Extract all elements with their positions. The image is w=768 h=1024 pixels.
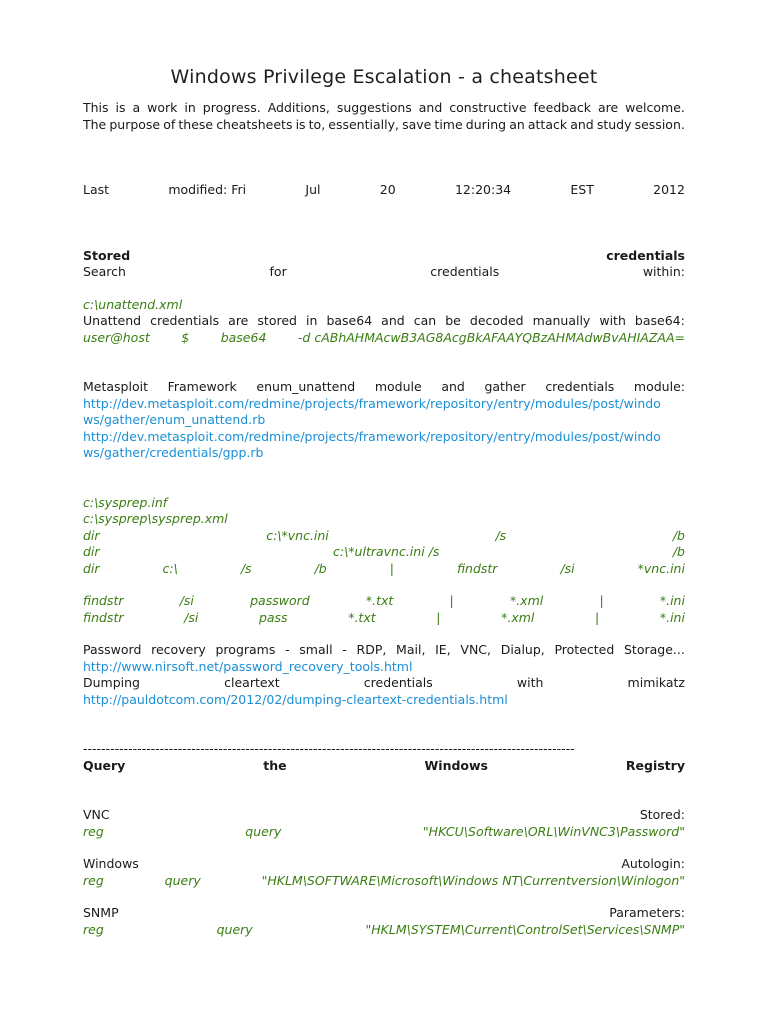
sysprep-xml-path (83, 511, 685, 528)
word: session. (634, 116, 685, 132)
word: | (599, 593, 604, 608)
word: SNMP (83, 905, 119, 920)
word: /b (672, 544, 685, 559)
gpp-link-text-1[interactable]: http://dev.metasploit.com/redmine/projects/framework/repository/entry/modules/post/windo (83, 428, 661, 444)
word: | (449, 593, 454, 608)
section-divider: ------------------------------------------------------------------------------------------------------------- (83, 741, 575, 756)
word: module (374, 379, 422, 394)
word: EST (570, 182, 594, 197)
word: pass (258, 609, 288, 625)
word: small (299, 642, 333, 657)
word: Metasploit (83, 379, 148, 394)
word: *.ini (659, 593, 685, 608)
word: can (413, 313, 437, 328)
word: *.txt (365, 593, 394, 608)
word: are (228, 313, 249, 328)
word: *.xml (501, 609, 535, 625)
word: c:\*ultravnc.ini /s (333, 544, 440, 559)
word: attack (527, 116, 568, 132)
word: Windows (83, 856, 139, 871)
word: /si (184, 609, 199, 625)
word: /si (179, 593, 194, 608)
word: gather (484, 379, 526, 394)
enum-unattend-link-text-2[interactable]: ws/gather/enum_unattend.rb (83, 412, 266, 427)
word: manually (532, 313, 591, 328)
word: a (132, 100, 141, 115)
word: IE, (435, 642, 451, 657)
word: Stored: (639, 807, 685, 822)
word: reg (83, 921, 104, 937)
word: these (178, 116, 214, 132)
registry-heading (83, 758, 685, 775)
autologin-reg-command (83, 873, 685, 890)
pauldotcom-link-text[interactable]: http://pauldotcom.com/2012/02/dumping-cleartext-credentials.html (83, 691, 508, 707)
word: query (164, 872, 201, 888)
intro-line-2 (83, 117, 685, 134)
word: RDP, (356, 642, 387, 657)
word: -d cABhAHMAcwB3AG8AcgBkAFAAYQBzAHMAdwBvAHIAZAA= (297, 329, 685, 345)
word: base64: (634, 313, 685, 328)
document-page (83, 66, 685, 938)
word: cheatsheets (216, 116, 293, 132)
word: is (115, 100, 126, 115)
word: Query (83, 757, 126, 773)
enum-unattend-link-2[interactable] (83, 412, 685, 429)
word: query (245, 823, 282, 839)
word: VNC (83, 807, 110, 822)
word: findstr (83, 593, 124, 608)
word: with (516, 675, 544, 690)
word: findstr (83, 609, 124, 625)
nirsoft-link-text[interactable]: http://www.nirsoft.net/password_recovery_tools.html (83, 658, 413, 674)
mimikatz-line (83, 675, 685, 692)
word: "HKLM\SOFTWARE\Microsoft\Windows NT\Currentversion\Winlogon" (261, 872, 685, 888)
word: for (269, 264, 287, 279)
sysprep-inf-text: c:\sysprep.inf (83, 494, 168, 510)
word: of (163, 116, 176, 132)
word: credentials (363, 675, 433, 690)
word: to, (308, 116, 326, 132)
word: base64 (326, 313, 373, 328)
word: Search (83, 264, 126, 279)
sysprep-inf-path (83, 495, 685, 512)
word: and (441, 379, 465, 394)
word: c:\*vnc.ini (266, 527, 329, 543)
findstr-pass-command (83, 610, 685, 627)
word: essentially, (328, 116, 399, 132)
word: c:\ (162, 560, 178, 576)
word: *.xml (509, 593, 544, 608)
word: with (599, 313, 626, 328)
word: The (83, 116, 107, 132)
word: dir (83, 560, 100, 576)
word: password (250, 593, 310, 608)
stored-credentials-heading (83, 248, 685, 265)
intro-line-1 (83, 100, 685, 117)
word: decoded (469, 313, 524, 328)
unattend-path-text: c:\unattend.xml (83, 296, 183, 312)
word: Stored (83, 247, 131, 263)
word: Autologin: (621, 856, 685, 871)
base64-command (83, 330, 685, 347)
word: mimikatz (627, 675, 685, 690)
word: *.ini (659, 609, 685, 625)
word: are (597, 100, 619, 115)
gpp-link-2[interactable] (83, 445, 685, 462)
word: findstr (456, 560, 498, 576)
word: Last (83, 182, 110, 197)
word: save (402, 116, 432, 132)
word: welcome. (625, 100, 685, 115)
dir-ultravnc-command (83, 544, 685, 561)
dir-findstr-command (83, 561, 685, 578)
word: and (418, 100, 443, 115)
word: in (306, 313, 318, 328)
word: /s (240, 560, 252, 576)
word: the (263, 757, 287, 773)
word: purpose (109, 116, 161, 132)
search-credentials-line (83, 264, 685, 281)
word: *vnc.ini (637, 560, 685, 576)
word: during (465, 116, 507, 132)
word: be (445, 313, 461, 328)
vnc-stored-label (83, 807, 685, 824)
word: in (184, 100, 196, 115)
word: *.txt (348, 609, 376, 625)
word: 2012 (653, 182, 685, 197)
word: work (147, 100, 178, 115)
pauldotcom-link[interactable] (83, 692, 685, 709)
gpp-link-1[interactable] (83, 429, 685, 446)
word: credentials (545, 379, 615, 394)
word: constructive (449, 100, 527, 115)
vnc-reg-command (83, 824, 685, 841)
enum-unattend-link-text-1[interactable]: http://dev.metasploit.com/redmine/projects/framework/repository/entry/modules/post/windo (83, 395, 661, 411)
word: "HKLM\SYSTEM\Current\ControlSet\Services\SNMP" (365, 921, 685, 937)
word: progress. (202, 100, 261, 115)
word: /b (314, 560, 327, 576)
word: query (216, 921, 253, 937)
word: modified: Fri (168, 182, 247, 197)
word: Windows (424, 757, 488, 773)
word: an (509, 116, 525, 132)
word: Jul (305, 182, 321, 197)
word: credentials (430, 264, 500, 279)
snmp-reg-command (83, 922, 685, 939)
word: - (285, 642, 290, 657)
document-title: Windows Privilege Escalation - a cheatsheet (170, 66, 598, 88)
word: | (436, 609, 441, 625)
enum-unattend-link-1[interactable] (83, 396, 685, 413)
word: Storage... (624, 642, 685, 657)
word: user@host (83, 329, 150, 345)
nirsoft-link[interactable] (83, 659, 685, 676)
unattend-description (83, 313, 685, 330)
word: enum_unattend (256, 379, 356, 394)
word: 20 (379, 182, 396, 197)
word: This (83, 100, 109, 115)
word: cleartext (224, 675, 280, 690)
word: Framework (167, 379, 237, 394)
word: Password (83, 642, 142, 657)
word: dir (83, 544, 100, 559)
word: dir (83, 527, 100, 543)
word: /b (672, 527, 685, 543)
word: VNC, (460, 642, 491, 657)
word: and (570, 116, 594, 132)
dir-vnc-command (83, 528, 685, 545)
autologin-label (83, 856, 685, 873)
word: credentials (150, 313, 220, 328)
word: and (381, 313, 405, 328)
word: Mail, (396, 642, 426, 657)
word: suggestions (336, 100, 412, 115)
word: module: (633, 379, 685, 394)
word: credentials (606, 247, 685, 263)
last-modified-line (83, 182, 685, 199)
gpp-link-text-2[interactable]: ws/gather/credentials/gpp.rb (83, 445, 264, 460)
word: programs (215, 642, 276, 657)
word: | (595, 609, 600, 625)
snmp-label (83, 905, 685, 922)
sysprep-xml-text: c:\sysprep\sysprep.xml (83, 511, 228, 526)
word: $ (181, 329, 190, 345)
word: Parameters: (609, 905, 685, 920)
word: Unattend (83, 313, 142, 328)
unattend-path (83, 297, 685, 314)
word: base64 (220, 329, 267, 345)
word: /si (560, 560, 575, 576)
word: study (596, 116, 632, 132)
word: /s (495, 527, 507, 543)
word: stored (257, 313, 297, 328)
word: recovery (151, 642, 206, 657)
findstr-password-command (83, 593, 685, 610)
word: within: (642, 264, 685, 279)
word: "HKCU\Software\ORL\WinVNC3\Password" (422, 823, 685, 839)
word: 12:20:34 (454, 182, 512, 197)
word: Dumping (83, 675, 140, 690)
password-recovery-line (83, 642, 685, 659)
word: | (389, 560, 394, 576)
word: reg (83, 823, 104, 839)
word: reg (83, 872, 104, 888)
metasploit-description (83, 379, 685, 396)
word: time (434, 116, 463, 132)
word: - (342, 642, 347, 657)
word: is (295, 116, 306, 132)
word: Additions, (267, 100, 330, 115)
word: Dialup, (500, 642, 545, 657)
word: Protected (554, 642, 615, 657)
word: Registry (625, 757, 685, 773)
word: feedback (533, 100, 591, 115)
